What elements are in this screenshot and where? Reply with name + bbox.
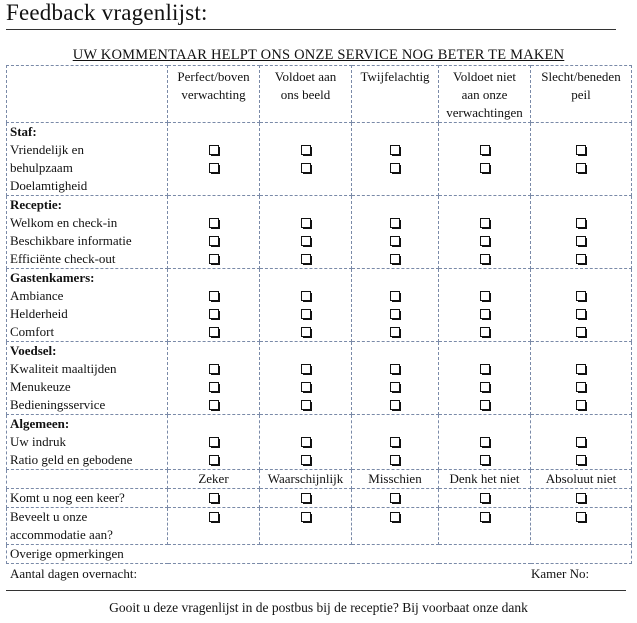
question-label: Helderheid (10, 306, 68, 321)
feedback-table (6, 65, 632, 564)
rating-checkbox[interactable] (576, 291, 586, 301)
form-subtitle: UW KOMMENTAAR HELPT ONS ONZE SERVICE NOG BETER TE MAKEN (72, 47, 565, 63)
rating-checkbox[interactable] (209, 309, 219, 319)
rating-checkbox[interactable] (390, 327, 400, 337)
closing-note: Gooit u deze vragenlijst in de postbus bij de receptie? Bij voorbaat onze dank (109, 600, 528, 615)
rating-checkbox[interactable] (480, 236, 490, 246)
rating-checkbox[interactable] (390, 163, 400, 173)
rating-cell (168, 269, 260, 342)
frequency-column-label: Misschien (368, 471, 422, 486)
rating-column-header-line: Twijfelachtig (360, 69, 430, 84)
frequency-column-header (260, 470, 352, 489)
frequency-cell (168, 489, 260, 508)
section-label-cell (7, 123, 168, 196)
frequency-column-header (439, 470, 531, 489)
question-label: Uw indruk (10, 434, 66, 449)
frequency-question-cell (7, 489, 168, 508)
frequency-question-label: Komt u nog een keer? (10, 490, 125, 505)
rating-checkbox[interactable] (480, 327, 490, 337)
rating-checkbox[interactable] (576, 400, 586, 410)
rating-checkbox[interactable] (390, 364, 400, 374)
frequency-checkbox[interactable] (209, 512, 219, 522)
frequency-checkbox[interactable] (301, 512, 311, 522)
frequency-question-label: Beveelt u onze (10, 509, 88, 524)
frequency-column-header (352, 470, 439, 489)
rating-cell (439, 123, 531, 196)
rating-checkbox[interactable] (209, 455, 219, 465)
rating-cell (531, 342, 632, 415)
frequency-cell (352, 489, 439, 508)
rating-checkbox[interactable] (480, 437, 490, 447)
rating-cell (439, 196, 531, 269)
frequency-checkbox[interactable] (301, 493, 311, 503)
frequency-checkbox[interactable] (209, 493, 219, 503)
frequency-cell (439, 489, 531, 508)
rating-cell (260, 415, 352, 470)
frequency-column-header (168, 470, 260, 489)
rating-checkbox[interactable] (576, 236, 586, 246)
rating-checkbox[interactable] (480, 309, 490, 319)
question-label: Doelamtigheid (10, 178, 88, 193)
frequency-column-label: Waarschijnlijk (267, 471, 344, 486)
rating-checkbox[interactable] (301, 309, 311, 319)
rating-checkbox[interactable] (209, 218, 219, 228)
rating-cell (531, 123, 632, 196)
rating-cell (168, 123, 260, 196)
rating-checkbox[interactable] (209, 236, 219, 246)
other-remarks-label: Overige opmerkingen (10, 546, 124, 561)
section-label-cell (7, 196, 168, 269)
rating-cell (352, 415, 439, 470)
section-row (7, 196, 632, 269)
frequency-cell (439, 508, 531, 545)
rating-checkbox[interactable] (209, 437, 219, 447)
frequency-column-label: Zeker (198, 471, 229, 486)
rating-cell (531, 196, 632, 269)
section-heading: Voedsel: (10, 343, 57, 358)
question-label: Ratio geld en gebodene (10, 452, 133, 467)
rating-checkbox[interactable] (390, 254, 400, 264)
rating-cell (168, 196, 260, 269)
question-label: Comfort (10, 324, 55, 339)
rating-checkbox[interactable] (301, 145, 311, 155)
rating-checkbox[interactable] (209, 163, 219, 173)
rating-checkbox[interactable] (480, 145, 490, 155)
question-label: Menukeuze (10, 379, 71, 394)
rating-checkbox[interactable] (209, 254, 219, 264)
rating-column-header (531, 66, 632, 123)
section-heading: Gastenkamers: (10, 270, 95, 285)
rating-checkbox[interactable] (480, 218, 490, 228)
rating-checkbox[interactable] (576, 254, 586, 264)
rating-column-header-line: Voldoet niet (453, 69, 516, 84)
rating-cell (531, 269, 632, 342)
rating-cell (260, 123, 352, 196)
remarks-cell[interactable] (7, 545, 632, 564)
frequency-column-label: Denk het niet (449, 471, 520, 486)
frequency-question-row (7, 508, 632, 545)
rating-checkbox[interactable] (576, 309, 586, 319)
rating-checkbox[interactable] (390, 437, 400, 447)
rating-column-header-line: Voldoet aan (274, 69, 337, 84)
frequency-cell (260, 508, 352, 545)
question-label: Ambiance (10, 288, 64, 303)
rating-cell (352, 196, 439, 269)
section-row (7, 123, 632, 196)
section-row (7, 415, 632, 470)
rating-checkbox[interactable] (480, 364, 490, 374)
rating-checkbox[interactable] (480, 291, 490, 301)
frequency-column-header (531, 470, 632, 489)
frequency-cell (352, 508, 439, 545)
rating-checkbox[interactable] (390, 400, 400, 410)
rating-checkbox[interactable] (301, 382, 311, 392)
rating-checkbox[interactable] (576, 163, 586, 173)
frequency-checkbox[interactable] (480, 493, 490, 503)
rating-checkbox[interactable] (301, 400, 311, 410)
rating-cell (352, 269, 439, 342)
section-row (7, 269, 632, 342)
rating-column-header-line: Perfect/boven (177, 69, 250, 84)
rating-checkbox[interactable] (480, 455, 490, 465)
rating-cell (439, 415, 531, 470)
frequency-checkbox[interactable] (576, 512, 586, 522)
frequency-checkbox[interactable] (480, 512, 490, 522)
rating-checkbox[interactable] (480, 382, 490, 392)
frequency-question-label: accommodatie aan? (10, 527, 113, 542)
question-label: Bedieningsservice (10, 397, 106, 412)
frequency-cell (531, 489, 632, 508)
rating-checkbox[interactable] (576, 145, 586, 155)
rating-checkbox[interactable] (390, 145, 400, 155)
question-label: behulpzaam (10, 160, 73, 175)
rating-column-header (168, 66, 260, 123)
rating-column-header-line: ons beeld (280, 87, 331, 102)
section-label-cell (7, 269, 168, 342)
rating-cell (168, 342, 260, 415)
question-label: Beschikbare informatie (10, 233, 132, 248)
rating-checkbox[interactable] (576, 382, 586, 392)
rating-checkbox[interactable] (480, 400, 490, 410)
frequency-question-row (7, 489, 632, 508)
rating-cell (439, 342, 531, 415)
rating-checkbox[interactable] (301, 254, 311, 264)
frequency-question-cell (7, 508, 168, 545)
rating-checkbox[interactable] (390, 236, 400, 246)
rating-checkbox[interactable] (301, 163, 311, 173)
frequency-cell (531, 508, 632, 545)
rating-checkbox[interactable] (390, 218, 400, 228)
room-number-label: Kamer No: (531, 566, 590, 581)
rating-checkbox[interactable] (576, 218, 586, 228)
form-title: Feedback vragenlijst: (6, 0, 208, 25)
rating-checkbox[interactable] (301, 455, 311, 465)
rating-checkbox[interactable] (301, 291, 311, 301)
rating-checkbox[interactable] (209, 364, 219, 374)
rating-checkbox[interactable] (390, 455, 400, 465)
rating-checkbox[interactable] (390, 309, 400, 319)
question-label: Vriendelijk en (10, 142, 84, 157)
rating-checkbox[interactable] (209, 382, 219, 392)
remarks-row (7, 545, 632, 564)
rating-checkbox[interactable] (576, 364, 586, 374)
rating-checkbox[interactable] (576, 437, 586, 447)
header-corner-cell (7, 66, 168, 123)
rating-column-header (260, 66, 352, 123)
section-label-cell (7, 415, 168, 470)
rating-cell (352, 123, 439, 196)
rating-column-header-line: aan onze (461, 87, 508, 102)
frequency-checkbox[interactable] (576, 493, 586, 503)
nights-stayed-label: Aantal dagen overnacht: (10, 566, 138, 581)
rating-checkbox[interactable] (209, 145, 219, 155)
rating-checkbox[interactable] (301, 218, 311, 228)
section-heading: Staf: (10, 124, 37, 139)
rating-column-header-line: Slecht/beneden (541, 69, 621, 84)
frequency-checkbox[interactable] (390, 493, 400, 503)
rating-checkbox[interactable] (576, 455, 586, 465)
section-label-cell (7, 342, 168, 415)
rating-cell (260, 269, 352, 342)
section-row (7, 342, 632, 415)
rating-checkbox[interactable] (301, 236, 311, 246)
rating-column-header-line: verwachtingen (446, 105, 523, 120)
bottom-divider (6, 590, 626, 591)
question-label: Efficiënte check-out (10, 251, 116, 266)
question-label: Kwaliteit maaltijden (10, 361, 117, 376)
rating-column-header-line: verwachting (181, 87, 246, 102)
section-heading: Algemeen: (10, 416, 70, 431)
frequency-column-label: Absoluut niet (545, 471, 617, 486)
rating-column-header-line: peil (571, 87, 591, 102)
rating-checkbox[interactable] (576, 327, 586, 337)
rating-checkbox[interactable] (209, 400, 219, 410)
frequency-corner-cell (7, 470, 168, 489)
rating-checkbox[interactable] (301, 327, 311, 337)
title-underline (6, 29, 616, 30)
frequency-checkbox[interactable] (390, 512, 400, 522)
rating-cell (260, 342, 352, 415)
rating-cell (531, 415, 632, 470)
rating-checkbox[interactable] (209, 291, 219, 301)
rating-column-header (352, 66, 439, 123)
frequency-cell (168, 508, 260, 545)
rating-cell (352, 342, 439, 415)
frequency-header-row (7, 470, 632, 489)
rating-column-header (439, 66, 531, 123)
rating-cell (260, 196, 352, 269)
question-label: Welkom en check-in (10, 215, 118, 230)
rating-checkbox[interactable] (301, 437, 311, 447)
rating-cell (439, 269, 531, 342)
rating-header-row (7, 66, 632, 123)
rating-checkbox[interactable] (480, 163, 490, 173)
rating-checkbox[interactable] (390, 382, 400, 392)
rating-cell (168, 415, 260, 470)
rating-checkbox[interactable] (480, 254, 490, 264)
rating-checkbox[interactable] (301, 364, 311, 374)
section-heading: Receptie: (10, 197, 62, 212)
frequency-cell (260, 489, 352, 508)
rating-checkbox[interactable] (390, 291, 400, 301)
rating-checkbox[interactable] (209, 327, 219, 337)
